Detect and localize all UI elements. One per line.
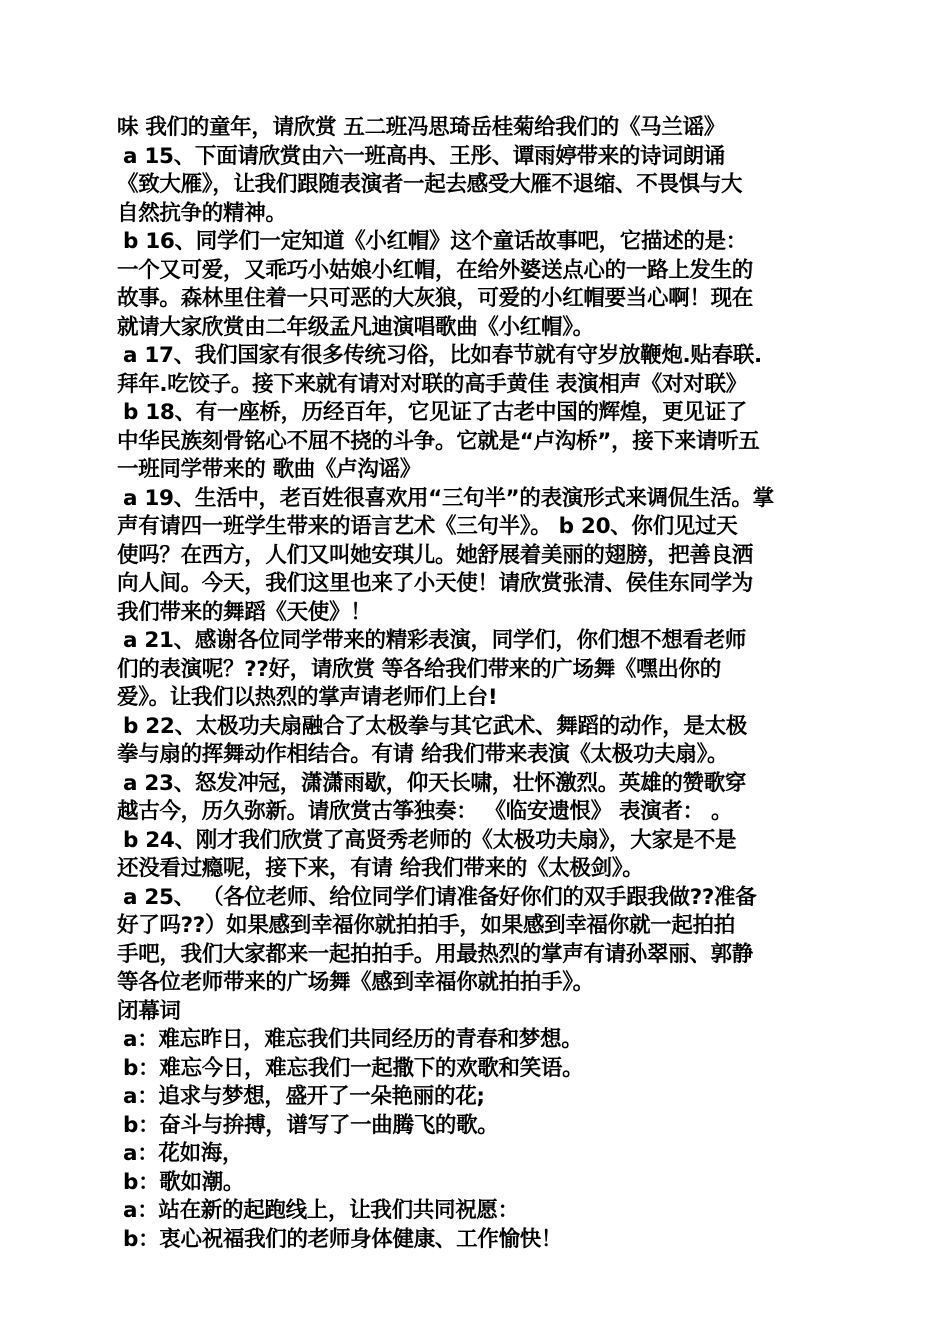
text-line: b 24、刚才我们欣赏了高贤秀老师的《太极功夫扇》，大家是不是 (123, 827, 737, 853)
text-line: 爱》。让我们以热烈的掌声请老师们上台! (117, 685, 498, 710)
text-line: b 18、有一座桥，历经百年，它见证了古老中国的辉煌，更见证了 (123, 400, 747, 425)
text-line: 《致大雁》，让我们跟随表演者一起去感受大雁不退缩、不畏惧与大 (117, 172, 743, 197)
text-line: b：奋斗与拚搏，谱写了一曲腾飞的歌。 (123, 1112, 499, 1138)
document-body (117, 114, 837, 1254)
text-line: a：站在新的起跑线上，让我们共同祝愿： (123, 1198, 519, 1223)
text-line: a 25、 （各位老师、给位同学们请准备好你们的双手跟我做??准备 (123, 884, 757, 910)
text-line: a 17、我们国家有很多传统习俗，比如春节就有守岁放鞭炮.贴春联. (123, 343, 762, 368)
text-line: b：歌如潮。 (123, 1169, 245, 1195)
text-line: b：难忘今日，难忘我们一起撒下的欢歌和笑语。 (123, 1055, 584, 1081)
text-line: a：花如海， (123, 1141, 244, 1166)
text-line: 越古今，历久弥新。请欣赏古筝独奏： 《临安遗恨》 表演者： 。 (117, 799, 733, 824)
text-line: 自然抗争的精神。 (117, 200, 287, 226)
text-line: b：衷心祝福我们的老师身体健康、工作愉快！ (123, 1226, 563, 1252)
text-line: 等各位老师带来的广场舞《感到幸福你就拍拍手》。 (117, 970, 594, 995)
text-line: 一班同学带来的 歌曲《卢沟谣》 (117, 457, 421, 482)
text-line: 一个又可爱，又乖巧小姑娘小红帽，在给外婆送点心的一路上发生的 (117, 257, 754, 283)
text-line: 中华民族刻骨铭心不屈不挠的斗争。它就是“卢沟桥”，接下来请听五 (117, 428, 760, 454)
text-line: 拜年.吃饺子。接下来就有请对对联的高手黄佳 表演相声《对对联》 (117, 371, 747, 397)
text-line: 还没看过瘾呢，接下来，有请 给我们带来的《太极剑》。 (117, 856, 644, 881)
text-line: 好了吗??）如果感到幸福你就拍拍手，如果感到幸福你就一起拍拍 (117, 913, 735, 938)
text-line: b 22、太极功夫扇融合了太极拳与其它武术、舞蹈的动作，是太极 (123, 713, 747, 739)
text-line: a 15、下面请欣赏由六一班高冉、王彤、谭雨婷带来的诗词朗诵 (123, 143, 725, 169)
text-line: a：追求与梦想，盛开了一朵艳丽的花; (123, 1084, 485, 1109)
text-line: 味 我们的童年，请欣赏 五二班冯思琦岳桂菊给我们的《马兰谣》 (117, 115, 725, 140)
text-line: 使吗？在西方，人们又叫她安琪儿。她舒展着美丽的翅膀，把善良洒 (117, 542, 754, 568)
text-line: a：难忘昨日，难忘我们共同经历的青春和梦想。 (123, 1027, 583, 1052)
text-line: 故事。森林里住着一只可恶的大灰狼，可爱的小红帽要当心啊！现在 (117, 286, 754, 311)
text-line: 声有请四一班学生带来的语言艺术《三句半》。 b 20、你们见过天 (117, 514, 738, 539)
text-line: 闭幕词 (117, 998, 181, 1024)
text-line: b 16、同学们一定知道《小红帽》这个童话故事吧，它描述的是： (123, 229, 747, 254)
text-line: 拳与扇的挥舞动作相结合。有请 给我们带来表演《太极功夫扇》。 (117, 742, 729, 767)
text-line: a 21、感谢各位同学带来的精彩表演，同学们，你们想不想看老师 (123, 628, 747, 653)
text-line: 我们带来的舞蹈《天使》！ (117, 599, 372, 625)
text-line: a 23、怒发冲冠，潇潇雨歇，仰天长啸，壮怀激烈。英雄的赞歌穿 (123, 770, 747, 796)
text-line: 就请大家欣赏由二年级孟凡迪演唱歌曲《小红帽》。 (117, 314, 594, 340)
text-line: 向人间。今天，我们这里也来了小天使！请欣赏张清、侯佳东同学为 (117, 571, 754, 596)
text-line: 们的表演呢？??好，请欣赏 等各给我们带来的广场舞《嘿出你的 (117, 656, 721, 682)
text-line: a 19、生活中，老百姓很喜欢用“三句半”的表演形式来调侃生活。掌 (123, 485, 774, 511)
text-line: 手吧，我们大家都来一起拍拍手。用最热烈的掌声有请孙翠丽、郭静 (117, 941, 754, 967)
